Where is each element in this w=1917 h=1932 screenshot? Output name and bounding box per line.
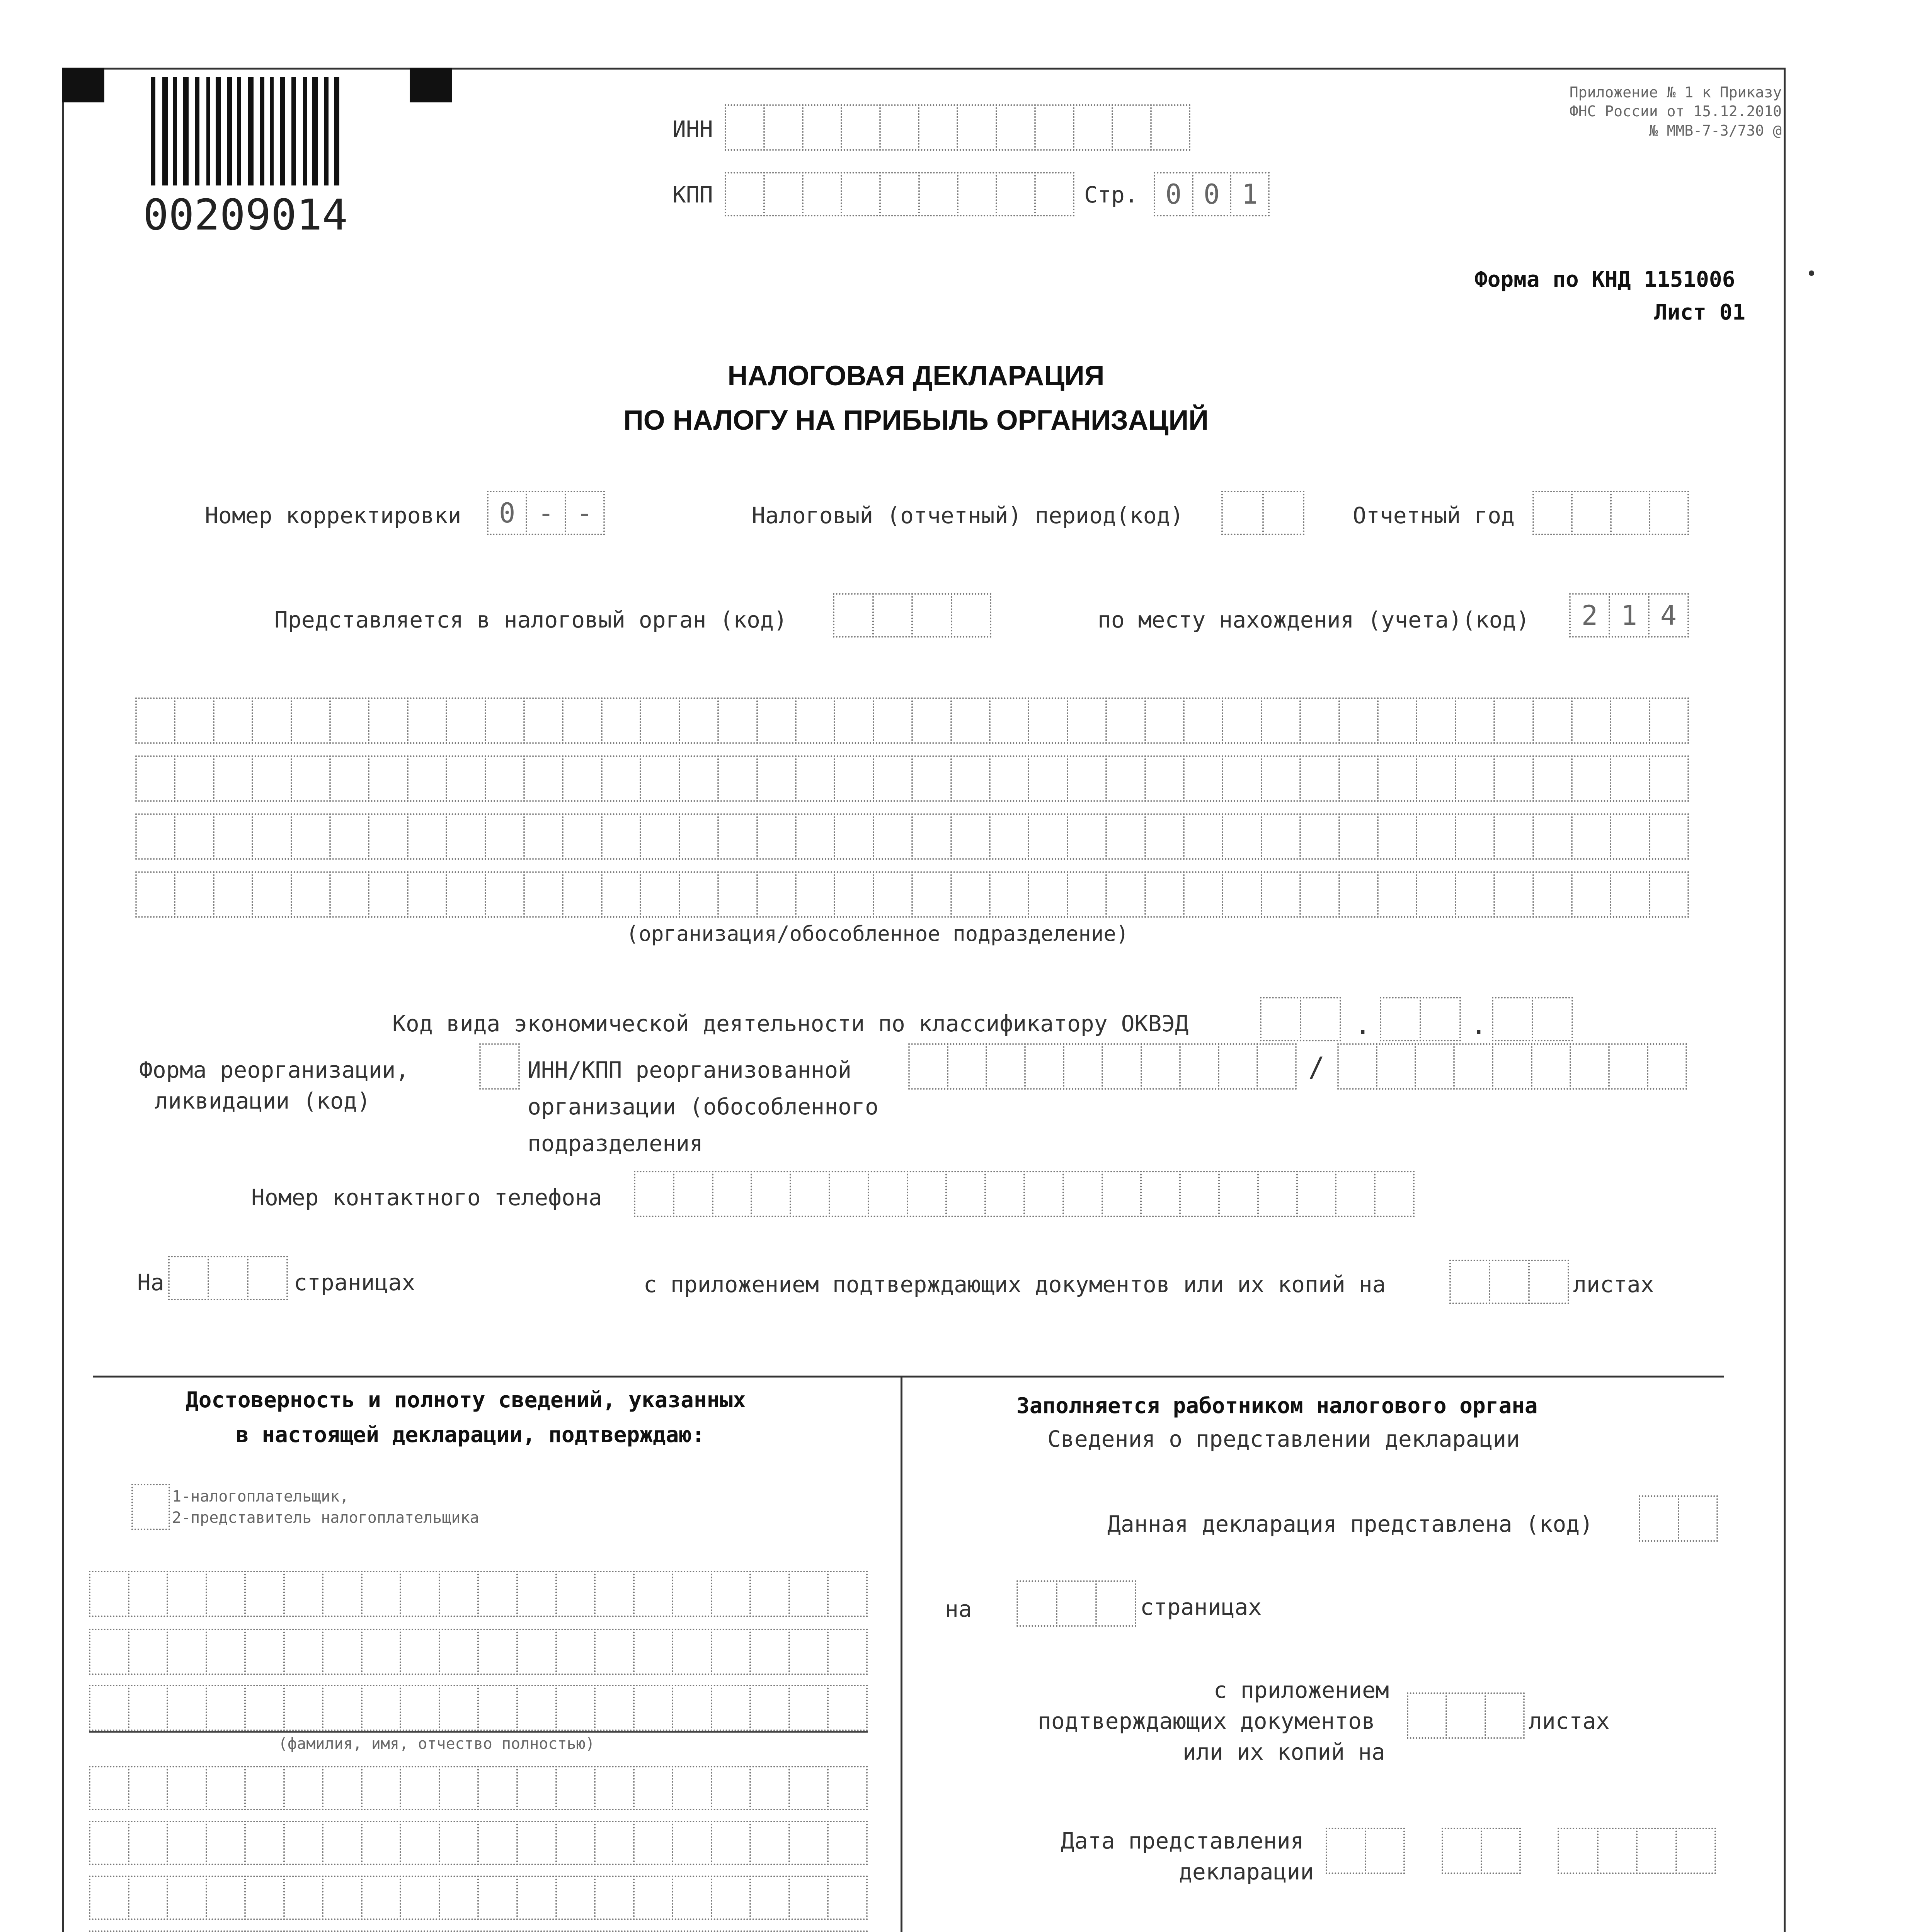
correction-digit: - xyxy=(526,491,566,535)
sheet-number: Лист 01 xyxy=(1654,300,1746,325)
tax-pages-boxes[interactable] xyxy=(1016,1580,1136,1627)
tax-attach-boxes[interactable] xyxy=(1407,1692,1525,1739)
signer-type-box[interactable] xyxy=(131,1484,170,1530)
confirm-heading: в настоящей декларации, подтверждаю: xyxy=(236,1422,705,1447)
tax-attach-label: или их копий на xyxy=(1183,1739,1385,1765)
correction-label: Номер корректировки xyxy=(205,502,461,529)
barcode xyxy=(151,77,367,185)
tax-sheets-label: листах xyxy=(1529,1708,1610,1734)
fio-row[interactable] xyxy=(89,1685,868,1731)
tax-authority-label: Представляется в налоговый орган (код) xyxy=(274,607,787,633)
attachments-boxes[interactable] xyxy=(1449,1260,1569,1304)
location-digit: 4 xyxy=(1648,593,1689,638)
corner-marker-top-right xyxy=(410,68,452,102)
attachments-suffix: листах xyxy=(1573,1271,1654,1298)
submission-date-label: декларации xyxy=(1179,1859,1314,1885)
okved-boxes-3[interactable] xyxy=(1492,997,1573,1041)
org-name-row[interactable] xyxy=(135,755,1689,802)
location-label: по месту нахождения (учета)(код) xyxy=(1098,607,1530,633)
correction-digit: - xyxy=(565,491,605,535)
inn-boxes[interactable] xyxy=(725,104,1190,151)
submission-date-label: Дата представления xyxy=(1061,1828,1304,1854)
org-caption: (организация/обособленное подразделение) xyxy=(626,922,1129,946)
rep-org-row[interactable] xyxy=(89,1930,868,1932)
reorg-inn-boxes[interactable] xyxy=(908,1043,1297,1090)
reorg-inn-label: ИНН/КПП реорганизованной xyxy=(528,1057,852,1083)
rep-org-row[interactable] xyxy=(89,1821,868,1865)
page-label: Стр. xyxy=(1084,182,1138,208)
fio-caption: (фамилия, имя, отчество полностью) xyxy=(278,1735,595,1753)
attachments-label: с приложением подтверждающих документов или их копий на xyxy=(644,1271,1386,1298)
year-boxes[interactable] xyxy=(1532,491,1689,535)
title-line-1: НАЛОГОВАЯ ДЕКЛАРАЦИЯ xyxy=(727,361,1105,391)
tax-authority-boxes[interactable] xyxy=(833,593,991,638)
tax-office-heading: Заполняется работником налогового органа xyxy=(1016,1393,1538,1418)
okved-label: Код вида экономической деятельности по классификатору ОКВЭД xyxy=(392,1010,1189,1037)
fio-underline xyxy=(89,1731,868,1733)
reorg-inn-label: организации (обособленного xyxy=(528,1094,878,1120)
tax-attach-label: подтверждающих документов xyxy=(1038,1708,1375,1734)
signer-option-1: 1-налогоплательщик, xyxy=(172,1488,349,1505)
location-digit: 1 xyxy=(1609,593,1650,638)
submitted-code-boxes[interactable] xyxy=(1639,1495,1718,1542)
submission-day[interactable] xyxy=(1326,1828,1405,1874)
on-label: на xyxy=(945,1596,972,1622)
period-label: Налоговый (отчетный) период(код) xyxy=(752,502,1184,529)
okved-dot: . xyxy=(1471,1009,1487,1041)
title-line-2: ПО НАЛОГУ НА ПРИБЫЛЬ ОРГАНИЗАЦИЙ xyxy=(623,405,1209,436)
section-divider xyxy=(93,1376,1724,1378)
phone-label: Номер контактного телефона xyxy=(251,1184,602,1211)
reorg-label: ликвидации (код) xyxy=(155,1088,371,1114)
kpp-label: КПП xyxy=(672,182,713,208)
page-digit: 0 xyxy=(1192,172,1232,216)
year-label: Отчетный год xyxy=(1353,502,1515,529)
correction-digit: 0 xyxy=(487,491,527,535)
correction-boxes[interactable] xyxy=(487,491,605,535)
barcode-number: 00209014 xyxy=(143,190,348,240)
okved-boxes-2[interactable] xyxy=(1380,997,1461,1041)
inn-label: ИНН xyxy=(672,116,713,142)
signer-option-2: 2-представитель налогоплательщика xyxy=(172,1509,479,1527)
confirm-heading: Достоверность и полноту сведений, указанных xyxy=(186,1388,746,1413)
reorg-kpp-boxes[interactable] xyxy=(1337,1043,1687,1090)
fio-row[interactable] xyxy=(89,1571,868,1617)
reorg-inn-label: подразделения xyxy=(528,1130,703,1156)
appendix-note xyxy=(1527,83,1782,140)
tax-attach-label: с приложением xyxy=(1214,1677,1389,1703)
tax-office-subheading: Сведения о представлении декларации xyxy=(1047,1426,1520,1452)
kpp-boxes[interactable] xyxy=(725,172,1074,216)
period-boxes[interactable] xyxy=(1221,491,1304,535)
submission-month[interactable] xyxy=(1442,1828,1521,1874)
pages-boxes[interactable] xyxy=(168,1256,288,1300)
section-vertical-divider xyxy=(901,1376,902,1932)
okved-boxes-1[interactable] xyxy=(1260,997,1341,1041)
rep-org-row[interactable] xyxy=(89,1766,868,1810)
submitted-label: Данная декларация представлена (код) xyxy=(1107,1511,1594,1537)
appendix-line: № ММВ-7-3/730 @ xyxy=(1649,122,1782,139)
corner-marker-top-left xyxy=(62,68,104,102)
reorg-label: Форма реорганизации, xyxy=(139,1057,409,1083)
tax-pages-label: страницах xyxy=(1140,1594,1262,1620)
page-digit: 0 xyxy=(1154,172,1193,216)
submission-year[interactable] xyxy=(1558,1828,1716,1874)
appendix-line: Приложение № 1 к Приказу xyxy=(1569,84,1782,101)
location-digit: 2 xyxy=(1569,593,1610,638)
page-digit: 1 xyxy=(1230,172,1270,216)
slash: / xyxy=(1308,1051,1325,1083)
okved-dot: . xyxy=(1355,1009,1371,1041)
phone-boxes[interactable] xyxy=(634,1171,1415,1217)
appendix-line: ФНС России от 15.12.2010 xyxy=(1569,103,1782,120)
org-name-row[interactable] xyxy=(135,871,1689,918)
fio-row[interactable] xyxy=(89,1629,868,1675)
org-name-row[interactable] xyxy=(135,813,1689,860)
location-boxes[interactable] xyxy=(1569,593,1689,638)
reorg-code-box[interactable] xyxy=(479,1043,520,1090)
rep-org-row[interactable] xyxy=(89,1876,868,1920)
pages-prefix: На xyxy=(137,1269,164,1296)
page-number-boxes[interactable] xyxy=(1154,172,1270,216)
form-code: Форма по КНД 1151006 xyxy=(1474,267,1735,292)
pages-suffix: страницах xyxy=(294,1269,415,1296)
scan-dot xyxy=(1809,270,1814,276)
org-name-row[interactable] xyxy=(135,697,1689,744)
